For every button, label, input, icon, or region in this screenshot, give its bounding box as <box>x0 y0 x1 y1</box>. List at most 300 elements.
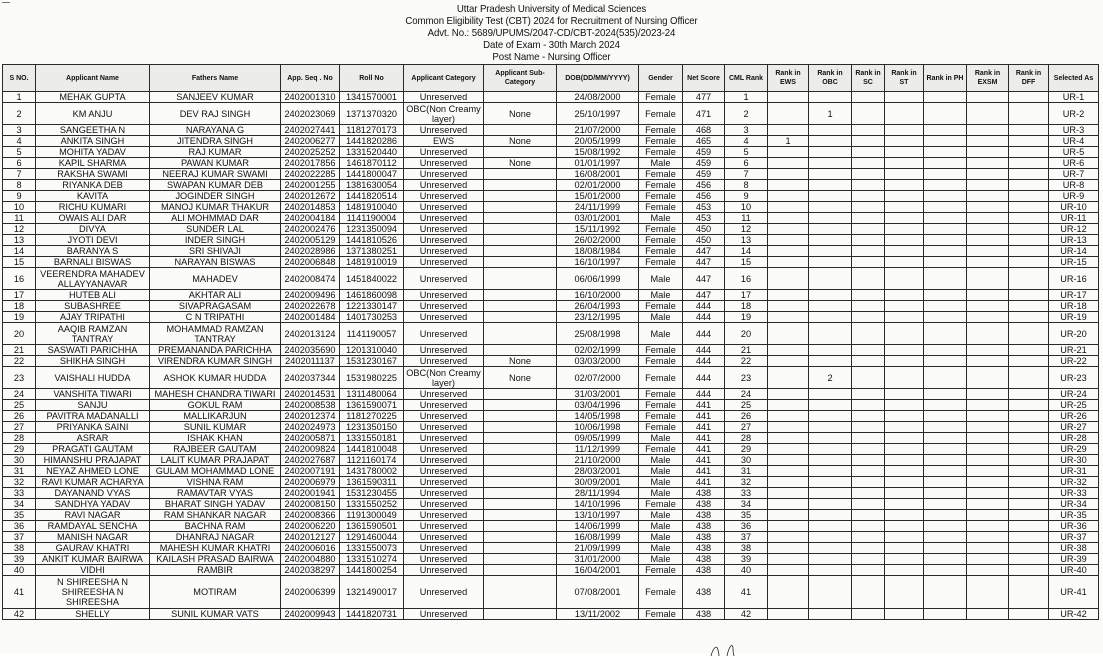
table-row <box>3 213 1099 224</box>
applicant-name-cell: GAURAV KHATRI <box>36 543 150 554</box>
serial-number-cell: 19 <box>3 312 36 323</box>
serial-number-cell: 39 <box>3 554 36 565</box>
rank-exsm-cell <box>967 477 1009 488</box>
column-header: Rank in PH <box>924 65 967 92</box>
dob-cell: 06/06/1999 <box>557 268 639 290</box>
serial-number-cell: 22 <box>3 356 36 367</box>
serial-number-cell: 24 <box>3 389 36 400</box>
gender-cell: Female <box>639 422 683 433</box>
dob-cell: 16/04/2001 <box>557 565 639 576</box>
applicant-subcategory-cell <box>484 323 557 345</box>
rank-ph-cell <box>924 477 967 488</box>
fathers-name-cell: MAHESH KUMAR KHATRI <box>150 543 281 554</box>
rank-st-cell <box>885 356 924 367</box>
rank-sc-cell <box>852 92 885 103</box>
rank-obc-cell <box>809 422 852 433</box>
serial-number-cell: 4 <box>3 136 36 147</box>
applicant-subcategory-cell <box>484 389 557 400</box>
app-seq-no-cell: 2402025252 <box>281 147 340 158</box>
rank-st-cell <box>885 191 924 202</box>
roll-no-cell: 1181270173 <box>340 125 404 136</box>
selected-as-cell: UR-34 <box>1049 499 1099 510</box>
cml-rank-cell: 39 <box>725 554 768 565</box>
rank-ph-cell <box>924 235 967 246</box>
gender-cell: Male <box>639 521 683 532</box>
serial-number-cell: 33 <box>3 488 36 499</box>
gender-cell: Female <box>639 202 683 213</box>
net-score-cell: 441 <box>683 411 725 422</box>
rank-exsm-cell <box>967 367 1009 389</box>
selected-as-cell: UR-39 <box>1049 554 1099 565</box>
cml-rank-cell: 2 <box>725 103 768 125</box>
serial-number-cell: 3 <box>3 125 36 136</box>
cml-rank-cell: 20 <box>725 323 768 345</box>
net-score-cell: 447 <box>683 257 725 268</box>
rank-ph-cell <box>924 224 967 235</box>
selected-as-cell: UR-33 <box>1049 488 1099 499</box>
rank-exsm-cell <box>967 400 1009 411</box>
app-seq-no-cell: 2402006399 <box>281 576 340 609</box>
applicant-name-cell: KAPIL SHARMA <box>36 158 150 169</box>
cml-rank-cell: 15 <box>725 257 768 268</box>
net-score-cell: 441 <box>683 477 725 488</box>
cml-rank-cell: 29 <box>725 444 768 455</box>
table-row <box>3 477 1099 488</box>
roll-no-cell: 1461870112 <box>340 158 404 169</box>
app-seq-no-cell: 2402009824 <box>281 444 340 455</box>
selected-as-cell: UR-40 <box>1049 565 1099 576</box>
applicant-subcategory-cell <box>484 565 557 576</box>
gender-cell: Male <box>639 290 683 301</box>
applicant-name-cell: RAMDAYAL SENCHA <box>36 521 150 532</box>
serial-number-cell: 29 <box>3 444 36 455</box>
rank-ews-cell <box>768 202 809 213</box>
roll-no-cell: 1441800254 <box>340 565 404 576</box>
cml-rank-cell: 22 <box>725 356 768 367</box>
app-seq-no-cell: 2402001255 <box>281 180 340 191</box>
applicant-subcategory-cell <box>484 609 557 620</box>
rank-dff-cell <box>1009 510 1049 521</box>
cml-rank-cell: 9 <box>725 191 768 202</box>
serial-number-cell: 9 <box>3 191 36 202</box>
serial-number-cell: 36 <box>3 521 36 532</box>
fathers-name-cell: SUNDER LAL <box>150 224 281 235</box>
cml-rank-cell: 1 <box>725 92 768 103</box>
applicant-name-cell: AAQIB RAMZAN TANTRAY <box>36 323 150 345</box>
app-seq-no-cell: 2402022285 <box>281 169 340 180</box>
roll-no-cell: 1381630054 <box>340 180 404 191</box>
applicant-name-cell: RAVI KUMAR ACHARYA <box>36 477 150 488</box>
rank-exsm-cell <box>967 345 1009 356</box>
app-seq-no-cell: 2402038297 <box>281 565 340 576</box>
fathers-name-cell: NARAYANA G <box>150 125 281 136</box>
selected-as-cell: UR-17 <box>1049 290 1099 301</box>
rank-ph-cell <box>924 444 967 455</box>
applicant-category-cell: Unreserved <box>404 268 484 290</box>
net-score-cell: 450 <box>683 224 725 235</box>
rank-exsm-cell <box>967 301 1009 312</box>
selected-as-cell: UR-10 <box>1049 202 1099 213</box>
serial-number-cell: 12 <box>3 224 36 235</box>
selected-as-cell: UR-30 <box>1049 455 1099 466</box>
rank-st-cell <box>885 466 924 477</box>
rank-dff-cell <box>1009 521 1049 532</box>
rank-ews-cell <box>768 191 809 202</box>
rank-sc-cell <box>852 224 885 235</box>
net-score-cell: 477 <box>683 92 725 103</box>
gender-cell: Male <box>639 488 683 499</box>
rank-dff-cell <box>1009 92 1049 103</box>
fathers-name-cell: AKHTAR ALI <box>150 290 281 301</box>
rank-dff-cell <box>1009 422 1049 433</box>
fathers-name-cell: ISHAK KHAN <box>150 433 281 444</box>
net-score-cell: 444 <box>683 345 725 356</box>
net-score-cell: 441 <box>683 433 725 444</box>
serial-number-cell: 15 <box>3 257 36 268</box>
table-row <box>3 510 1099 521</box>
rank-sc-cell <box>852 268 885 290</box>
net-score-cell: 447 <box>683 290 725 301</box>
gender-cell: Female <box>639 400 683 411</box>
rank-exsm-cell <box>967 488 1009 499</box>
gender-cell: Male <box>639 268 683 290</box>
applicant-name-cell: PAVITRA MADANALLI <box>36 411 150 422</box>
rank-ews-cell <box>768 169 809 180</box>
cml-rank-cell: 12 <box>725 224 768 235</box>
gender-cell: Female <box>639 180 683 191</box>
applicant-subcategory-cell: None <box>484 356 557 367</box>
rank-dff-cell <box>1009 312 1049 323</box>
roll-no-cell: 1371380251 <box>340 246 404 257</box>
app-seq-no-cell: 2402012374 <box>281 411 340 422</box>
fathers-name-cell: LALIT KUMAR PRAJAPAT <box>150 455 281 466</box>
applicant-category-cell: Unreserved <box>404 92 484 103</box>
rank-sc-cell <box>852 488 885 499</box>
fathers-name-cell: MOTIRAM <box>150 576 281 609</box>
column-header: Fathers Name <box>150 65 281 92</box>
applicant-category-cell: Unreserved <box>404 466 484 477</box>
serial-number-cell: 21 <box>3 345 36 356</box>
rank-obc-cell <box>809 543 852 554</box>
column-header: Rank in ST <box>885 65 924 92</box>
net-score-cell: 441 <box>683 400 725 411</box>
rank-obc-cell <box>809 521 852 532</box>
gender-cell: Female <box>639 257 683 268</box>
gender-cell: Female <box>639 136 683 147</box>
rank-st-cell <box>885 246 924 257</box>
rank-obc-cell: 2 <box>809 367 852 389</box>
fathers-name-cell: PAWAN KUMAR <box>150 158 281 169</box>
column-header: Rank in DFF <box>1009 65 1049 92</box>
selected-as-cell: UR-1 <box>1049 92 1099 103</box>
rank-obc-cell <box>809 532 852 543</box>
dob-cell: 01/01/1997 <box>557 158 639 169</box>
applicant-category-cell: Unreserved <box>404 246 484 257</box>
applicant-subcategory-cell <box>484 213 557 224</box>
applicant-name-cell: SHELLY <box>36 609 150 620</box>
selected-as-cell: UR-29 <box>1049 444 1099 455</box>
app-seq-no-cell: 2402007191 <box>281 466 340 477</box>
applicant-name-cell: VIDHI <box>36 565 150 576</box>
serial-number-cell: 28 <box>3 433 36 444</box>
cml-rank-cell: 33 <box>725 488 768 499</box>
app-seq-no-cell: 2402017856 <box>281 158 340 169</box>
rank-exsm-cell <box>967 312 1009 323</box>
applicant-name-cell: RICHU KUMARI <box>36 202 150 213</box>
app-seq-no-cell: 2402008538 <box>281 400 340 411</box>
rank-exsm-cell <box>967 268 1009 290</box>
table-row <box>3 246 1099 257</box>
table-row <box>3 257 1099 268</box>
table-row <box>3 444 1099 455</box>
app-seq-no-cell: 2402027441 <box>281 125 340 136</box>
rank-ph-cell <box>924 103 967 125</box>
rank-exsm-cell <box>967 213 1009 224</box>
net-score-cell: 456 <box>683 180 725 191</box>
applicant-subcategory-cell <box>484 510 557 521</box>
rank-dff-cell <box>1009 103 1049 125</box>
rank-dff-cell <box>1009 213 1049 224</box>
rank-st-cell <box>885 125 924 136</box>
roll-no-cell: 1191300049 <box>340 510 404 521</box>
dob-cell: 16/10/1997 <box>557 257 639 268</box>
applicant-subcategory-cell <box>484 554 557 565</box>
rank-exsm-cell <box>967 521 1009 532</box>
rank-dff-cell <box>1009 323 1049 345</box>
rank-obc-cell <box>809 213 852 224</box>
applicant-category-cell: Unreserved <box>404 290 484 301</box>
rank-exsm-cell <box>967 554 1009 565</box>
cml-rank-cell: 32 <box>725 477 768 488</box>
rank-exsm-cell <box>967 499 1009 510</box>
gender-cell: Female <box>639 565 683 576</box>
rank-ph-cell <box>924 191 967 202</box>
fathers-name-cell: BACHNA RAM <box>150 521 281 532</box>
applicant-subcategory-cell <box>484 543 557 554</box>
rank-st-cell <box>885 312 924 323</box>
applicant-name-cell: RIYANKA DEB <box>36 180 150 191</box>
applicant-name-cell: VEERENDRA MAHADEV ALLAYYANAVAR <box>36 268 150 290</box>
table-row <box>3 356 1099 367</box>
rank-st-cell <box>885 235 924 246</box>
serial-number-cell: 34 <box>3 499 36 510</box>
rank-dff-cell <box>1009 268 1049 290</box>
rank-ews-cell <box>768 290 809 301</box>
serial-number-cell: 38 <box>3 543 36 554</box>
selected-as-cell: UR-15 <box>1049 257 1099 268</box>
rank-obc-cell <box>809 257 852 268</box>
table-row <box>3 224 1099 235</box>
rank-sc-cell <box>852 499 885 510</box>
serial-number-cell: 17 <box>3 290 36 301</box>
applicant-name-cell: SHIKHA SINGH <box>36 356 150 367</box>
table-row <box>3 301 1099 312</box>
rank-exsm-cell <box>967 411 1009 422</box>
rank-sc-cell <box>852 444 885 455</box>
rank-ph-cell <box>924 466 967 477</box>
roll-no-cell: 1231350094 <box>340 224 404 235</box>
applicant-category-cell: Unreserved <box>404 191 484 202</box>
cml-rank-cell: 4 <box>725 136 768 147</box>
rank-dff-cell <box>1009 389 1049 400</box>
applicant-name-cell: VANSHITA TIWARI <box>36 389 150 400</box>
fathers-name-cell: DEV RAJ SINGH <box>150 103 281 125</box>
applicant-category-cell: Unreserved <box>404 488 484 499</box>
rank-dff-cell <box>1009 477 1049 488</box>
rank-obc-cell <box>809 246 852 257</box>
net-score-cell: 438 <box>683 576 725 609</box>
applicant-name-cell: OWAIS ALI DAR <box>36 213 150 224</box>
rank-ph-cell <box>924 532 967 543</box>
dob-cell: 24/08/2000 <box>557 92 639 103</box>
roll-no-cell: 1141190004 <box>340 213 404 224</box>
rank-ews-cell <box>768 444 809 455</box>
serial-number-cell: 2 <box>3 103 36 125</box>
rank-sc-cell <box>852 345 885 356</box>
rank-ph-cell <box>924 576 967 609</box>
net-score-cell: 438 <box>683 510 725 521</box>
applicant-name-cell: DIVYA <box>36 224 150 235</box>
rank-obc-cell <box>809 301 852 312</box>
dob-cell: 07/08/2001 <box>557 576 639 609</box>
rank-obc-cell <box>809 576 852 609</box>
table-row <box>3 345 1099 356</box>
dob-cell: 15/01/2000 <box>557 191 639 202</box>
fathers-name-cell: C N TRIPATHI <box>150 312 281 323</box>
applicant-subcategory-cell <box>484 422 557 433</box>
rank-sc-cell <box>852 202 885 213</box>
rank-obc-cell <box>809 235 852 246</box>
applicant-category-cell: Unreserved <box>404 521 484 532</box>
rank-dff-cell <box>1009 224 1049 235</box>
rank-ph-cell <box>924 180 967 191</box>
selected-as-cell: UR-35 <box>1049 510 1099 521</box>
gender-cell: Female <box>639 576 683 609</box>
selected-as-cell: UR-32 <box>1049 477 1099 488</box>
gender-cell: Male <box>639 158 683 169</box>
table-row <box>3 290 1099 301</box>
table-row <box>3 389 1099 400</box>
applicant-subcategory-cell <box>484 411 557 422</box>
cml-rank-cell: 35 <box>725 510 768 521</box>
net-score-cell: 444 <box>683 323 725 345</box>
rank-obc-cell <box>809 169 852 180</box>
table-header <box>3 65 1099 92</box>
applicant-subcategory-cell <box>484 532 557 543</box>
fathers-name-cell: MAHESH CHANDRA TIWARI <box>150 389 281 400</box>
table-row <box>3 499 1099 510</box>
rank-ews-cell <box>768 235 809 246</box>
rank-dff-cell <box>1009 444 1049 455</box>
serial-number-cell: 6 <box>3 158 36 169</box>
rank-ph-cell <box>924 455 967 466</box>
gender-cell: Female <box>639 103 683 125</box>
dob-cell: 21/10/2000 <box>557 455 639 466</box>
applicant-name-cell: N SHIREESHA N SHIREESHA N SHIREESHA <box>36 576 150 609</box>
selected-as-cell: UR-3 <box>1049 125 1099 136</box>
rank-obc-cell <box>809 268 852 290</box>
selected-as-cell: UR-23 <box>1049 367 1099 389</box>
applicant-category-cell: Unreserved <box>404 411 484 422</box>
applicant-category-cell: Unreserved <box>404 169 484 180</box>
dob-cell: 28/03/2001 <box>557 466 639 477</box>
rank-ews-cell <box>768 565 809 576</box>
serial-number-cell: 37 <box>3 532 36 543</box>
applicant-category-cell: Unreserved <box>404 543 484 554</box>
rank-st-cell <box>885 499 924 510</box>
fathers-name-cell: JOGINDER SINGH <box>150 191 281 202</box>
fathers-name-cell: NARAYAN BISWAS <box>150 257 281 268</box>
rank-obc-cell <box>809 411 852 422</box>
app-seq-no-cell: 2402008150 <box>281 499 340 510</box>
serial-number-cell: 13 <box>3 235 36 246</box>
applicant-category-cell: OBC(Non Creamy layer) <box>404 103 484 125</box>
rank-ph-cell <box>924 554 967 565</box>
dob-cell: 25/10/1997 <box>557 103 639 125</box>
fathers-name-cell: ALI MOHMMAD DAR <box>150 213 281 224</box>
selected-as-cell: UR-27 <box>1049 422 1099 433</box>
net-score-cell: 438 <box>683 543 725 554</box>
applicant-name-cell: MOHITA YADAV <box>36 147 150 158</box>
dob-cell: 15/11/1992 <box>557 224 639 235</box>
rank-st-cell <box>885 411 924 422</box>
selected-as-cell: UR-42 <box>1049 609 1099 620</box>
rank-ph-cell <box>924 147 967 158</box>
rank-obc-cell <box>809 499 852 510</box>
cml-rank-cell: 40 <box>725 565 768 576</box>
applicant-subcategory-cell <box>484 169 557 180</box>
rank-sc-cell <box>852 235 885 246</box>
rank-ews-cell <box>768 268 809 290</box>
rank-exsm-cell <box>967 125 1009 136</box>
rank-ews-cell <box>768 411 809 422</box>
roll-no-cell: 1311480064 <box>340 389 404 400</box>
cml-rank-cell: 17 <box>725 290 768 301</box>
rank-sc-cell <box>852 433 885 444</box>
roll-no-cell: 1371370320 <box>340 103 404 125</box>
fathers-name-cell: PREMANANDA PARICHHA <box>150 345 281 356</box>
column-header: S NO. <box>3 65 36 92</box>
rank-exsm-cell <box>967 323 1009 345</box>
applicant-name-cell: SASWATI PARICHHA <box>36 345 150 356</box>
rank-sc-cell <box>852 356 885 367</box>
rank-sc-cell <box>852 103 885 125</box>
rank-exsm-cell <box>967 147 1009 158</box>
rank-dff-cell <box>1009 411 1049 422</box>
roll-no-cell: 1331520440 <box>340 147 404 158</box>
rank-dff-cell <box>1009 400 1049 411</box>
rank-ph-cell <box>924 92 967 103</box>
table-row <box>3 433 1099 444</box>
applicant-category-cell: Unreserved <box>404 576 484 609</box>
net-score-cell: 438 <box>683 565 725 576</box>
rank-obc-cell <box>809 433 852 444</box>
rank-st-cell <box>885 290 924 301</box>
fathers-name-cell: JITENDRA SINGH <box>150 136 281 147</box>
fathers-name-cell: RAJBEER GAUTAM <box>150 444 281 455</box>
rank-exsm-cell <box>967 455 1009 466</box>
rank-st-cell <box>885 268 924 290</box>
cml-rank-cell: 13 <box>725 235 768 246</box>
rank-sc-cell <box>852 301 885 312</box>
rank-obc-cell <box>809 488 852 499</box>
applicant-category-cell: Unreserved <box>404 444 484 455</box>
selected-as-cell: UR-4 <box>1049 136 1099 147</box>
rank-dff-cell <box>1009 301 1049 312</box>
rank-dff-cell <box>1009 576 1049 609</box>
cml-rank-cell: 38 <box>725 543 768 554</box>
roll-no-cell: 1361590071 <box>340 400 404 411</box>
